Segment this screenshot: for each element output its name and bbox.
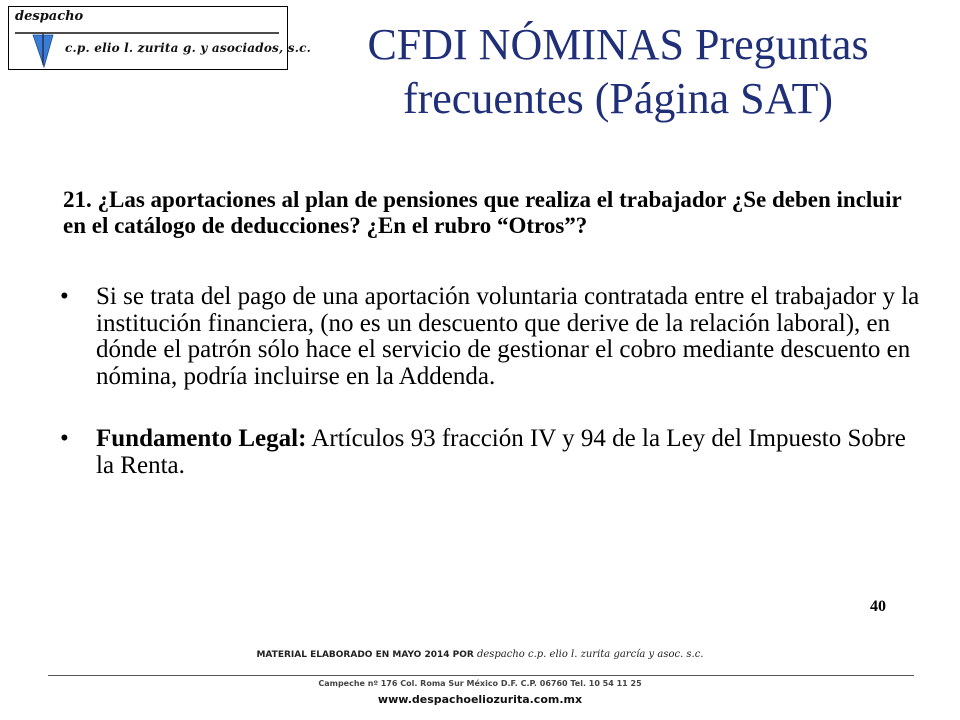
legal-basis-text: Artículos 93 fracción IV y 94 de la Ley del Impuesto Sobre la Renta.: [96, 425, 906, 479]
footer-website-link[interactable]: www.despachoeliozurita.com.mx: [377, 693, 583, 706]
bullet-marker: •: [60, 425, 69, 452]
footer-address: Campeche nº 176 Col. Roma Sur México D.F. C.P. 06760 Tel. 10 54 11 25: [318, 679, 642, 688]
logo-brand: despacho: [15, 9, 84, 24]
legal-basis-bullet: [60, 426, 920, 479]
footer-divider: [48, 675, 914, 676]
page-number: 40: [870, 598, 886, 615]
answer-list: [60, 284, 920, 479]
footer-note-firm: despacho c.p. elio l. zurita garcía y asoc. s.c.: [476, 649, 704, 660]
slide-title: CFDI NÓMINAS Preguntas frecuentes (Página SAT): [367, 20, 869, 123]
footer-note-prefix: MATERIAL ELABORADO EN MAYO 2014 POR: [256, 650, 477, 660]
bullet-marker: •: [60, 283, 69, 310]
legal-basis-label: Fundamento Legal:: [96, 425, 307, 452]
question-text: 21. ¿Las aportaciones al plan de pensiones que realiza el trabajador ¿Se deben incluir en el catálogo de deducciones? ¿En el rubro “Otros”?: [63, 187, 902, 238]
footer-note: [0, 649, 960, 660]
answer-bullet: [60, 284, 920, 390]
answer-text: Si se trata del pago de una aportación voluntaria contratada entre el trabajador y la institución financiera, (no es un descuento que derive de la relación laboral), en dónde el patrón sólo hace el servicio de gestionar el cobro mediante descuento en nómina, podría incluirse en la Addenda.: [96, 283, 920, 390]
logo-firm-name: c.p. elio l. zurita g. y asociados, s.c.: [65, 41, 311, 55]
firm-logo: [8, 6, 311, 70]
